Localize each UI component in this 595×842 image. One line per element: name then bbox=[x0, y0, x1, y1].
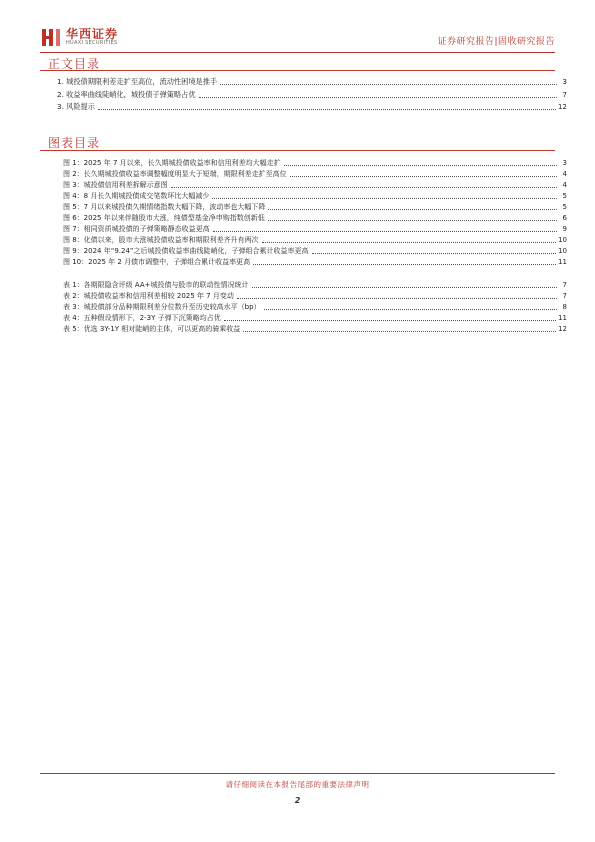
dot-leader bbox=[264, 308, 557, 310]
toc-entry-page: 12 bbox=[557, 102, 567, 111]
figure-entry[interactable] bbox=[63, 202, 567, 213]
figure-entry-label: 图 6：2025 年以来伴随股市大涨，纯债型基金净申购指数创新低 bbox=[63, 214, 265, 222]
figure-entry-page: 4 bbox=[562, 170, 567, 178]
dot-leader bbox=[252, 286, 557, 288]
dot-leader bbox=[212, 197, 557, 199]
figure-entry-page: 3 bbox=[562, 159, 567, 167]
figures-title: 图表目录 bbox=[48, 136, 101, 150]
toc-entry-label: 2. 收益率曲线陡峭化，城投债子弹策略占优 bbox=[57, 89, 196, 99]
dot-leader bbox=[312, 252, 557, 254]
dot-leader bbox=[284, 164, 557, 166]
footer-divider bbox=[40, 773, 555, 774]
dot-leader bbox=[98, 108, 556, 110]
huaxi-logo-icon bbox=[40, 26, 62, 48]
table-entry-label: 表 1：各期限隐含评级 AA+城投债与股市的联动性情况统计 bbox=[63, 281, 249, 289]
dot-leader bbox=[213, 230, 557, 232]
company-logo bbox=[40, 24, 150, 52]
dot-leader bbox=[290, 175, 557, 177]
figure-entry[interactable] bbox=[63, 224, 567, 235]
figure-entry[interactable] bbox=[63, 191, 567, 202]
figure-entry-page: 5 bbox=[562, 192, 567, 200]
figure-entry-label: 图 9：2024 年“9.24”之后城投债收益率曲线陡峭化，子弹组合累计收益率更高 bbox=[63, 247, 309, 255]
table-entry[interactable] bbox=[63, 324, 567, 335]
logo-english-name: HUAXI SECURITIES bbox=[66, 40, 118, 46]
toc-title-rule bbox=[40, 70, 555, 71]
report-type-label: 证券研究报告|固收研究报告 bbox=[437, 37, 555, 47]
toc-entry[interactable] bbox=[57, 101, 567, 113]
figure-entry[interactable] bbox=[63, 257, 567, 268]
dot-leader bbox=[268, 208, 557, 210]
dot-leader bbox=[268, 219, 557, 221]
header-divider bbox=[40, 52, 555, 53]
toc-entry-label: 1. 城投债期限利差走扩至高位，流动性困境是推手 bbox=[57, 77, 218, 86]
figure-entry-label: 图 4：8 月长久期城投债成交笔数环比大幅减少 bbox=[63, 192, 210, 200]
toc-entry[interactable] bbox=[57, 89, 567, 101]
dot-leader bbox=[237, 297, 557, 299]
figure-entry-label: 图 8：化债以来，股市大涨城投债收益率和期限利差齐升有两次 bbox=[63, 236, 259, 244]
figure-entry-page: 4 bbox=[562, 181, 567, 189]
figure-entry[interactable] bbox=[63, 213, 567, 224]
table-entry[interactable] bbox=[63, 291, 567, 302]
figure-entry-page: 5 bbox=[562, 203, 567, 211]
page-header bbox=[40, 24, 555, 52]
dot-leader bbox=[262, 241, 556, 243]
table-entry-page: 11 bbox=[558, 314, 567, 322]
figure-entry-label: 图 10：2025 年 2 月债市调整中，子弹组合累计收益率更高 bbox=[63, 258, 251, 266]
dot-leader bbox=[243, 330, 556, 332]
figure-entry-page: 11 bbox=[558, 258, 567, 266]
figure-entry-label: 图 5：7 月以来城投债久期情绪指数大幅下降，波动率也大幅下降 bbox=[63, 203, 266, 211]
toc-title: 正文目录 bbox=[48, 57, 101, 71]
figure-entry-label: 图 3：城投债信用利差拆解示意图 bbox=[63, 181, 168, 189]
table-entry-page: 12 bbox=[558, 325, 567, 333]
legal-disclaimer: 请仔细阅读在本报告尾部的重要法律声明 bbox=[225, 780, 370, 789]
figure-entry-page: 6 bbox=[562, 214, 567, 222]
table-entry[interactable] bbox=[63, 313, 567, 324]
toc-entry-page: 7 bbox=[562, 89, 567, 99]
figure-entry-page: 10 bbox=[558, 236, 567, 244]
figure-entry-label: 图 1：2025 年 7 月以来，长久期城投债收益率和信用利差均大幅走扩 bbox=[63, 159, 281, 167]
figure-entry[interactable] bbox=[63, 235, 567, 246]
table-entry-page: 7 bbox=[562, 292, 567, 300]
dot-leader bbox=[220, 83, 557, 85]
figure-entry-page: 10 bbox=[558, 247, 567, 255]
toc-entry-label: 3. 风险提示 bbox=[57, 102, 95, 111]
table-entry-page: 7 bbox=[562, 281, 567, 289]
figure-entry-label: 图 7：相同资质城投债的子弹策略静态收益更高 bbox=[63, 225, 210, 233]
figures-title-rule bbox=[40, 150, 555, 151]
table-entry[interactable] bbox=[63, 280, 567, 291]
figure-entry[interactable] bbox=[63, 169, 567, 180]
table-entry-page: 8 bbox=[562, 303, 567, 311]
table-entry[interactable] bbox=[63, 302, 567, 313]
figure-entry[interactable] bbox=[63, 180, 567, 191]
toc-entry[interactable] bbox=[57, 76, 567, 88]
dot-leader bbox=[224, 319, 556, 321]
dot-leader bbox=[199, 96, 557, 98]
figure-entry[interactable] bbox=[63, 246, 567, 257]
table-entry-label: 表 2：城投债收益率和信用利差相较 2025 年 7 月变动 bbox=[63, 292, 234, 300]
dot-leader bbox=[253, 263, 556, 265]
figure-entry[interactable] bbox=[63, 158, 567, 169]
table-entry-label: 表 5：优选 3Y-1Y 相对陡峭的主体，可以更高的骑乘收益 bbox=[63, 325, 241, 333]
logo-chinese-name: 华西证券 bbox=[66, 27, 119, 41]
figure-entry-page: 9 bbox=[562, 225, 567, 233]
figure-entry-label: 图 2：长久期城投债收益率调整幅度明显大于短端，期限利差走扩至高位 bbox=[63, 170, 287, 178]
dot-leader bbox=[171, 186, 557, 188]
table-entry-label: 表 3：城投债部分品种期限利差分位数升至历史较高水平（bp） bbox=[63, 303, 261, 311]
page-number: 2 bbox=[294, 796, 301, 805]
table-entry-label: 表 4：五种假设情形下，2-3Y 子弹下沉策略均占优 bbox=[63, 314, 221, 322]
toc-entry-page: 3 bbox=[562, 77, 567, 86]
